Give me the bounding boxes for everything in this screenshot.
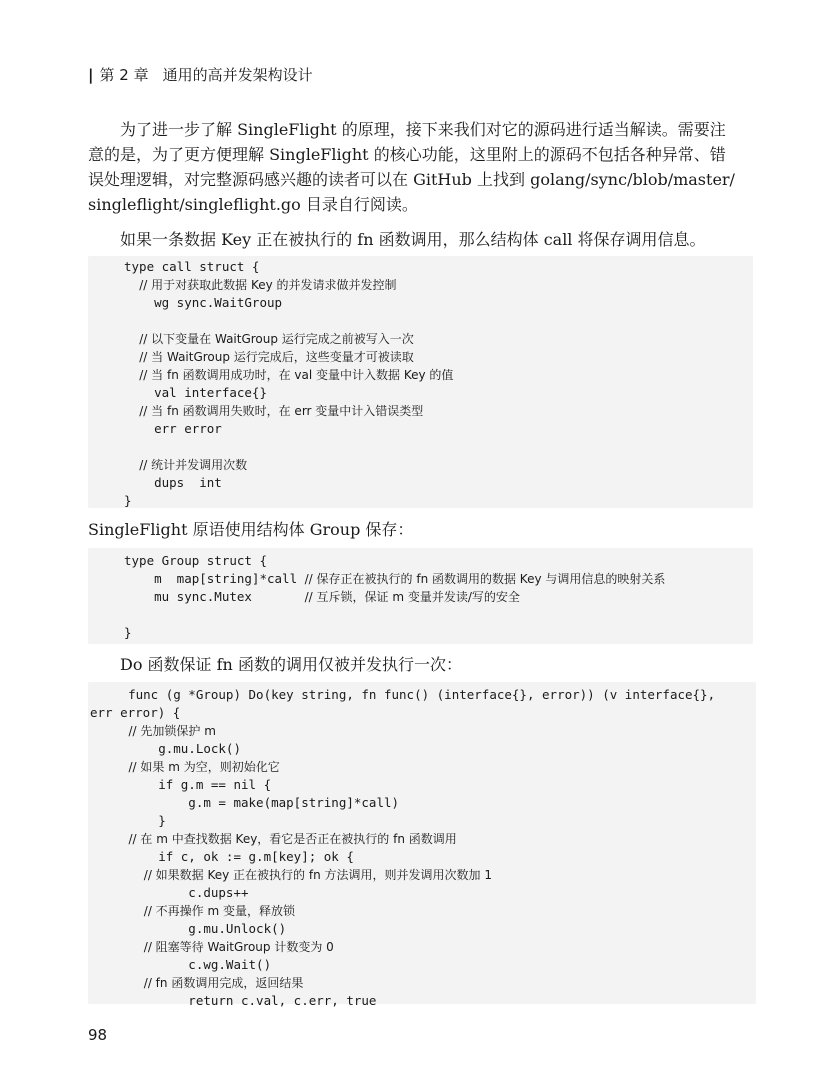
code-line: // 如果 m 为空，则初始化它 [98,760,280,774]
code-line: // 阻塞等待 WaitGroup 计数变为 0 [98,940,334,954]
intro-line-3: 误处理逻辑，对完整源码感兴趣的读者可以在 GitHub 上找到 golang/sync/blob/master/ [88,170,735,189]
code-line: c.wg.Wait() [98,957,272,972]
code-line [124,570,665,588]
call-struct-code [88,256,753,508]
code-line [124,588,520,606]
code-line: // 统计并发调用次数 [124,458,248,472]
code-line: func (g *Group) Do(key string, fn func() (interface{}, error)) (v interface{}, [98,687,716,702]
code-line: return c.val, c.err, true [98,993,377,1008]
code-line: } [124,493,132,508]
code-line: g.mu.Unlock() [98,921,287,936]
code-line: type Group struct { [124,553,267,568]
code-line: // 当 fn 函数调用失败时，在 err 变量中计入错误类型 [124,404,424,418]
code-line: // 当 fn 函数调用成功时，在 val 变量中计入数据 Key 的值 [124,368,454,382]
chapter-title: 通用的高并发架构设计 [162,66,313,84]
code-line: // 不再操作 m 变量，释放锁 [98,904,295,918]
code-text: mu sync.Mutex [124,589,305,604]
do-func-intro: Do 函数保证 fn 函数的调用仅被并发执行一次： [120,655,462,674]
code-line: type call struct { [124,259,260,274]
code-line: // 以下变量在 WaitGroup 运行完成之前被写入一次 [124,332,414,346]
code-line: // 在 m 中查找数据 Key，看它是否正在被执行的 fn 函数调用 [98,832,457,846]
code-comment: // 互斥锁，保证 m 变量并发读/写的安全 [304,590,520,604]
code-text: m map[string]*call [124,571,305,586]
code-line: dups int [124,475,222,490]
do-func-code [88,682,756,1008]
code-line: c.dups++ [98,885,249,900]
code-line: // fn 函数调用完成，返回结果 [98,976,304,990]
code-line: // 当 WaitGroup 运行完成后，这些变量才可被读取 [124,350,414,364]
code-line: g.mu.Lock() [98,741,241,756]
code-line: err error [124,421,222,436]
call-struct-intro: 如果一条数据 Key 正在被执行的 fn 函数调用，那么结构体 call 将保存调用信息。 [120,230,706,249]
intro-line-1: 为了进一步了解 SingleFlight 的原理，接下来我们对它的源码进行适当解读。需要注 [120,120,726,139]
code-line: // 先加锁保护 m [98,724,216,738]
code-line: // 如果数据 Key 正在被执行的 fn 方法调用，则并发调用次数加 1 [98,868,492,882]
code-line: if c, ok := g.m[key]; ok { [98,849,354,864]
code-line: err error) { [90,705,181,720]
code-line: if g.m == nil { [98,777,272,792]
intro-line-4: singleflight/singleflight.go 目录自行阅读。 [88,195,418,214]
code-line: val interface{} [124,385,267,400]
page-number: 98 [88,1026,108,1044]
group-struct-code [88,548,753,644]
header-bar: | [88,66,94,84]
running-header [88,64,313,85]
intro-line-2: 意的是，为了更方便理解 SingleFlight 的核心功能，这里附上的源码不包括各种异常、错 [88,145,726,164]
group-struct-intro: SingleFlight 原语使用结构体 Group 保存： [88,520,414,539]
code-line: // 用于对获取此数据 Key 的并发请求做并发控制 [124,278,397,292]
code-line: wg sync.WaitGroup [124,295,283,310]
code-line: } [124,625,132,640]
code-comment: // 保存正在被执行的 fn 函数调用的数据 Key 与调用信息的映射关系 [304,572,666,586]
code-line: g.m = make(map[string]*call) [98,795,400,810]
chapter-number: 第 2 章 [99,66,149,84]
code-line: } [98,813,166,828]
